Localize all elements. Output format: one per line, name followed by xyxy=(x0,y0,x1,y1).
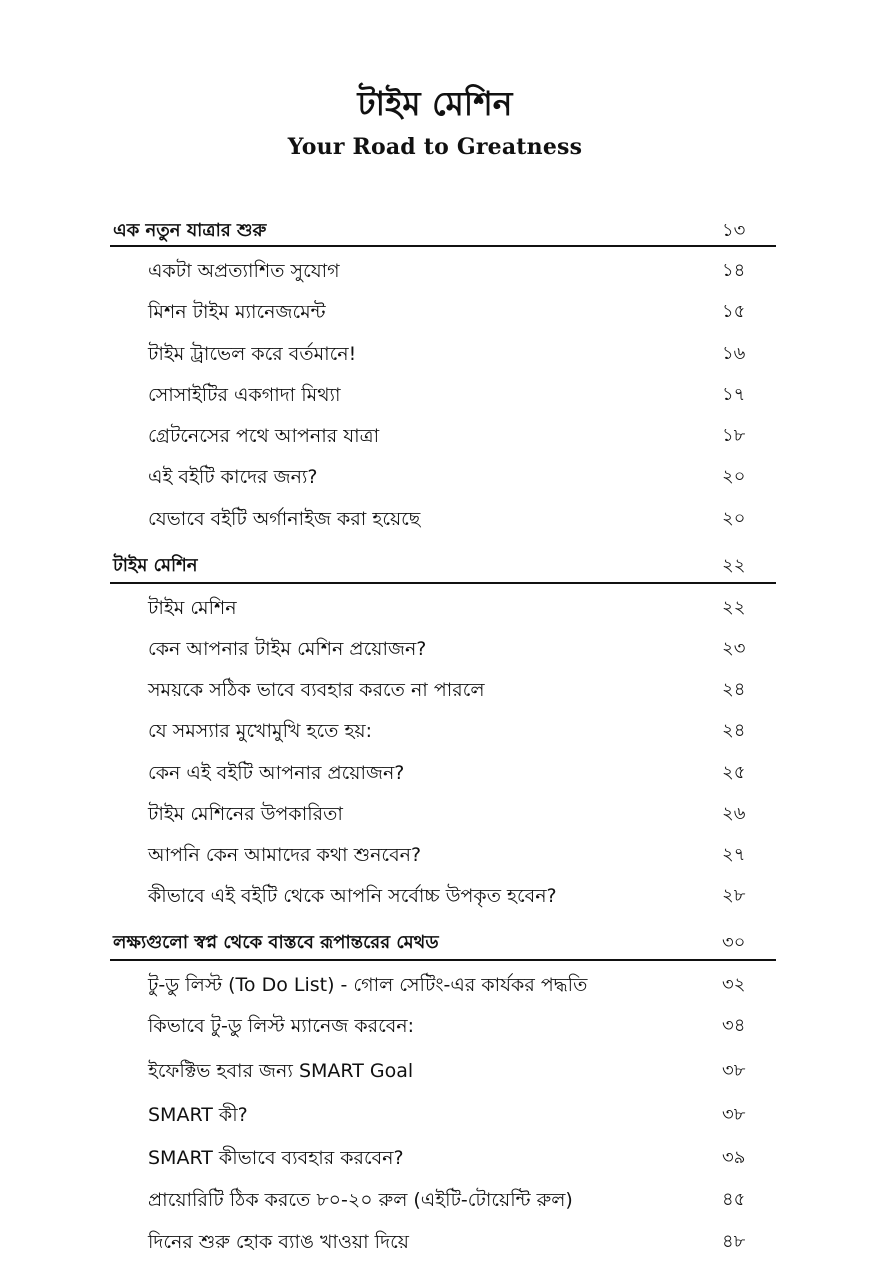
page-number: ১৫ xyxy=(722,301,746,322)
chapter-row[interactable] xyxy=(0,551,870,581)
page-number: ২৮ xyxy=(722,885,746,906)
toc-entry[interactable] xyxy=(0,1056,870,1086)
entry-title: টাইম মেশিনের উপকারিতা xyxy=(148,803,343,825)
toc-entry[interactable] xyxy=(0,758,870,788)
toc-entry[interactable] xyxy=(0,1100,870,1130)
entry-title: একটা অপ্রত্যাশিত সুযোগ xyxy=(148,260,340,282)
page-number: ২৪ xyxy=(722,720,746,741)
toc-entry[interactable] xyxy=(0,1011,870,1041)
toc-entry[interactable] xyxy=(0,675,870,705)
entry-title: কেন এই বইটি আপনার প্রয়োজন? xyxy=(148,762,405,784)
book-title: টাইম মেশিন xyxy=(357,84,513,123)
toc-entry[interactable] xyxy=(0,634,870,664)
toc-entry[interactable] xyxy=(0,256,870,286)
entry-title: যেভাবে বইটি অর্গানাইজ করা হয়েছে xyxy=(148,508,421,530)
chapter-title: লক্ষ্যগুলো স্বপ্ন থেকে বাস্তবে রূপান্তরের মেথড xyxy=(113,932,439,953)
entry-title: গ্রেটনেসের পথে আপনার যাত্রা xyxy=(148,425,380,447)
entry-title: আপনি কেন আমাদের কথা শুনবেন? xyxy=(148,844,422,866)
entry-title: মিশন টাইম ম্যানেজমেন্ট xyxy=(148,301,326,323)
page-number: ২৬ xyxy=(722,803,746,824)
entry-title: কিভাবে টু-ডু লিস্ট ম্যানেজ করবেন: xyxy=(148,1015,415,1037)
toc-entry[interactable] xyxy=(0,462,870,492)
toc-entry[interactable] xyxy=(0,339,870,369)
toc-entry[interactable] xyxy=(0,799,870,829)
page-number: ৪৫ xyxy=(722,1189,746,1210)
toc-entry[interactable] xyxy=(0,1227,870,1257)
toc-entry[interactable] xyxy=(0,840,870,870)
entry-title: কীভাবে এই বইটি থেকে আপনি সর্বোচ্চ উপকৃত হবেন? xyxy=(148,885,557,907)
entry-title: টাইম মেশিন xyxy=(148,597,237,619)
page-number: ২০ xyxy=(722,508,746,529)
chapter-title: টাইম মেশিন xyxy=(113,555,198,576)
page-number: ৩০ xyxy=(722,932,746,953)
chapter-row[interactable] xyxy=(0,216,870,246)
toc-entry[interactable] xyxy=(0,1143,870,1173)
toc-entry[interactable] xyxy=(0,593,870,623)
entry-title: প্রায়োরিটি ঠিক করতে ৮০-২০ রুল (এইটি-টোয়েন্টি রুল) xyxy=(148,1189,573,1211)
entry-title: টাইম ট্রাভেল করে বর্তমানে! xyxy=(148,343,357,365)
entry-title: সোসাইটির একগাদা মিথ্যা xyxy=(148,384,341,406)
chapter-divider xyxy=(110,959,776,961)
entry-title: সময়কে সঠিক ভাবে ব্যবহার করতে না পারলে xyxy=(148,679,485,701)
chapter-divider xyxy=(110,245,776,247)
page-number: ১৭ xyxy=(722,384,746,405)
page-number: ১৩ xyxy=(722,220,746,241)
page-number: ১৪ xyxy=(722,260,746,281)
toc-entry[interactable] xyxy=(0,421,870,451)
book-subtitle: Your Road to Greatness xyxy=(287,134,583,160)
toc-entry[interactable] xyxy=(0,1185,870,1215)
page-number: ২৪ xyxy=(722,679,746,700)
entry-title: টু-ডু লিস্ট (To Do List) - গোল সেটিং-এর কার্যকর পদ্ধতি xyxy=(148,974,588,996)
entry-title: ইফেক্টিভ হবার জন্য SMART Goal xyxy=(148,1060,414,1082)
toc-entry[interactable] xyxy=(0,504,870,534)
page-number: ২৭ xyxy=(722,844,746,865)
page-number: ৩৯ xyxy=(722,1147,746,1168)
page-number: ১৬ xyxy=(722,343,746,364)
toc-entry[interactable] xyxy=(0,297,870,327)
page-number: ৪৮ xyxy=(722,1231,746,1252)
entry-title: যে সমস্যার মুখোমুখি হতে হয়: xyxy=(148,720,373,742)
page-number: ২৩ xyxy=(722,638,746,659)
entry-title: SMART কীভাবে ব্যবহার করবেন? xyxy=(148,1147,404,1169)
chapter-divider xyxy=(110,582,776,584)
entry-title: দিনের শুরু হোক ব্যাঙ খাওয়া দিয়ে xyxy=(148,1231,409,1253)
entry-title: কেন আপনার টাইম মেশিন প্রয়োজন? xyxy=(148,638,427,660)
toc-entry[interactable] xyxy=(0,380,870,410)
toc-entry[interactable] xyxy=(0,970,870,1000)
toc-entry[interactable] xyxy=(0,716,870,746)
page-number: ২৫ xyxy=(722,762,746,783)
page-number: ৩৮ xyxy=(722,1104,746,1125)
entry-title: এই বইটি কাদের জন্য? xyxy=(148,466,318,488)
page-number: ২০ xyxy=(722,466,746,487)
page-number: ২২ xyxy=(722,597,746,618)
page-number: ৩৮ xyxy=(722,1060,746,1081)
page-number: ৩২ xyxy=(722,974,746,995)
chapter-row[interactable] xyxy=(0,928,870,958)
toc-entry[interactable] xyxy=(0,881,870,911)
entry-title: SMART কী? xyxy=(148,1104,248,1126)
page-number: ৩৪ xyxy=(722,1015,746,1036)
page-number: ১৮ xyxy=(722,425,746,446)
page-number: ২২ xyxy=(722,555,746,576)
chapter-title: এক নতুন যাত্রার শুরু xyxy=(113,220,267,241)
